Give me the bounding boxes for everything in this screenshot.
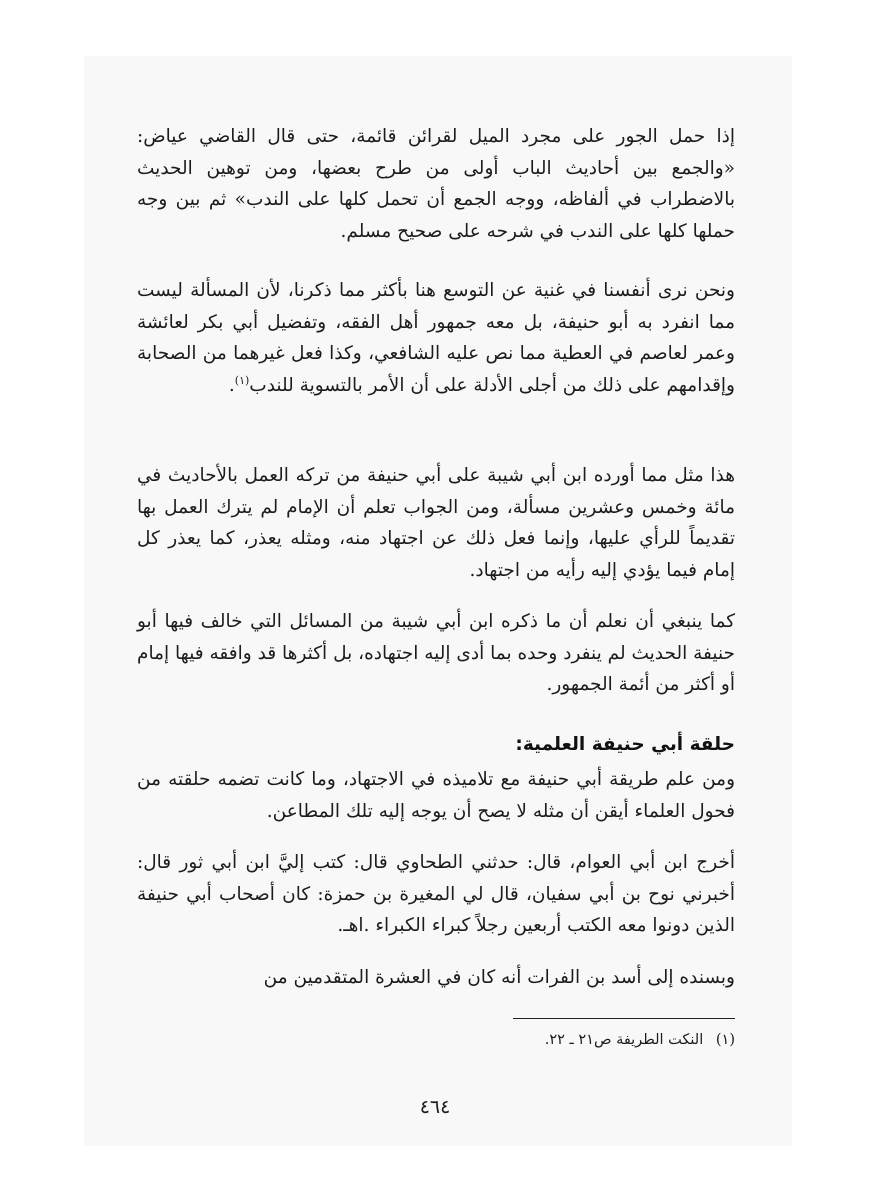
paragraph-text: ومن علم طريقة أبي حنيفة مع تلاميذه في الاجتهاد، وما كانت تضمه حلقته من فحول العلماء أيقن أن مثله لا يصح أن يوجه إليه تلك المطاعن. [137, 769, 735, 822]
paragraph-text: إذا حمل الجور على مجرد الميل لقرائن قائمة، حتى قال القاضي عياض: «والجمع بين أحاديث الباب أولى من طرح بعضها، ومن توهين الحديث بالاضطراب في ألفاظه، ووجه الجمع أن تحمل كلها على الندب» ثم بين وجه حملها كلها على الندب في شرحه على صحيح مسلم. [137, 126, 735, 242]
body-paragraph-1 [137, 121, 735, 247]
body-paragraph-4 [137, 606, 735, 701]
page-number: ٤٦٤ [419, 1096, 451, 1118]
paragraph-text: هذا مثل مما أورده ابن أبي شيبة على أبي حنيفة من تركه العمل بالأحاديث في مائة وخمس وعشرين مسألة، ومن الجواب تعلم أن الإمام لم يترك العمل بها تقديماً للرأي عليها، وإنما فعل ذلك عن اجتهاد منه، ومثله يعذر، كما يعذر كل إمام فيما يؤدي إليه رأيه من اجتهاد. [137, 465, 735, 581]
paragraph-text: وبسنده إلى أسد بن الفرات أنه كان في العشرة المتقدمين من [263, 967, 735, 988]
paragraph-text [137, 275, 735, 401]
footnote-reference[interactable]: (١) [234, 373, 250, 387]
body-paragraph-5 [137, 764, 735, 827]
paragraph-text: كما ينبغي أن نعلم أن ما ذكره ابن أبي شيبة من المسائل التي خالف فيها أبو حنيفة الحديث لم ينفرد وحده بما أدى إليه اجتهاده، بل أكثرها قد وافقه فيها إمام أو أكثر من أئمة الجمهور. [137, 611, 735, 696]
body-paragraph-2 [137, 275, 735, 401]
paragraph-body: ونحن نرى أنفسنا في غنية عن التوسع هنا بأكثر مما ذكرنا، لأن المسألة ليست مما انفرد به أبو حنيفة، بل معه جمهور أهل الفقه، وتفضيل أبي بكر لعائشة وعمر لعاصم في العطية مما نص عليه الشافعي، وكذا فعل غيرهما من الصحابة وإقدامهم على ذلك من أجلى الأدلة على أن الأمر بالتسوية للندب [137, 280, 735, 396]
footnote-text: النكت الطريفة ص٢١ ـ ٢٢. [544, 1032, 704, 1048]
footnote [400, 1028, 735, 1052]
body-paragraph-7 [137, 962, 735, 994]
paragraph-tail: . [228, 374, 235, 396]
body-paragraph-3 [137, 460, 735, 586]
paragraph-text: أخرج ابن أبي العوام، قال: حدثني الطحاوي قال: كتب إليَّ ابن أبي ثور قال: أخبرني نوح بن أبي سفيان، قال لي المغيرة بن حمزة: كان أصحاب أبي حنيفة الذين دونوا معه الكتب أربعين رجلاً كبراء الكبراء .اهـ. [137, 852, 735, 937]
section-heading: حلقة أبي حنيفة العلمية: [515, 734, 735, 755]
footnote-separator [513, 1018, 735, 1019]
body-paragraph-6 [137, 847, 735, 942]
footnote-number: (١) [715, 1032, 735, 1048]
